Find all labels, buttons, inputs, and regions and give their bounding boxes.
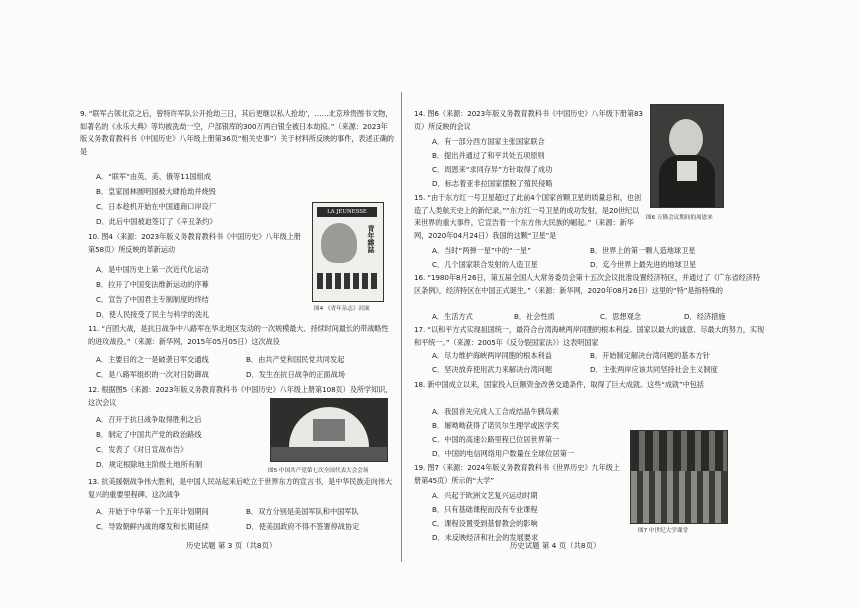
q15-option-d: D．迄今世界上最先进的地球卫星 xyxy=(590,260,697,269)
q19-option-b: B．只有基础课程而没有专业课程 xyxy=(432,505,538,514)
figure-6-caption: 图6 万隆会议期间的周恩来 xyxy=(646,215,713,221)
q14-option-c: C．周恩来“求同存异”方针取得了成功 xyxy=(432,165,553,174)
q10-option-b: B．拉开了中国变法维新运动的序幕 xyxy=(96,280,209,289)
q10-option-a: A．是中国历史上第一次近代化运动 xyxy=(96,265,209,274)
q17-option-a: A．尽力维护海峡两岸同胞的根本利益 xyxy=(432,351,552,360)
q18-option-d: D．中国的电信网络用户数量在全球位居第一 xyxy=(432,449,575,458)
question-12: 12. 根据图5（来源：2023年版义务教育教科书《中国历史》八年级上册第108页）及所学知识，这次会议 xyxy=(88,385,393,407)
question-17: 17. “以和平方式实现祖国统一，最符合台湾海峡两岸同胞的根本利益。国家以最大的诚意、尽最大的努力，实现和平统一。”（来源：2005年《反分裂国家法》）这表明国家 xyxy=(414,325,765,347)
crowd-top xyxy=(631,431,727,471)
q9-option-b: B．皇家园林圆明园被大肆抢劫并烧毁 xyxy=(96,187,216,196)
q12-option-d: D．规定根除地主阶级土地所有制 xyxy=(96,460,203,469)
question-15: 15. “由于东方红一号卫星超过了此前4个国家首颗卫星的质量总和，也创造了人类航天史上的新纪录。”“东方红一号卫星的成功发射，是20世纪以来世界的重大事件，它宣告着一个东方伟大民族的崛起。”（来源：新华网，2020年04月24日）我国的这颗“卫星”是 xyxy=(414,193,641,240)
question-10: 10. 图4（来源：2023年版义务教育教科书《中国历史》八年级上册第58页）所反映的革新运动 xyxy=(88,232,301,254)
question-11: 11. “百团大战，是抗日战争中八路军在华北地区发动的一次规模最大、持续时间最长的带战略性的进攻战役。”（来源：新华网，2015年05月05日）这次战役 xyxy=(88,324,389,346)
audience-seats xyxy=(271,447,387,461)
q13-option-b: B．双方分别是美国军队和中国军队 xyxy=(246,507,359,516)
q11-option-d: D．发生在抗日战争的正面战场 xyxy=(246,370,345,379)
q17-option-d: D．主张两岸应该共同坚持社会主义制度 xyxy=(590,365,718,374)
question-13: 13. 抗美援朝战争伟大胜利，是中国人民站起来后屹立于世界东方的宣言书，是中华民族走向伟大复兴的重要里程碑。这次战争 xyxy=(88,477,392,499)
q17-option-b: B．开始制定解决台湾问题的基本方针 xyxy=(590,351,710,360)
crowd-bottom xyxy=(631,471,727,523)
page-divider xyxy=(401,92,402,562)
question-19: 19. 图7（来源：2024年版义务教育教科书《世界历史》九年级上册第45页）所示的“大学” xyxy=(414,463,620,485)
q15-option-a: A．当时“两弹一星”中的“一星” xyxy=(432,246,531,255)
q14-option-b: B．提出并通过了和平共处五项原则 xyxy=(432,151,545,160)
figure-4-side-title: 青年雜誌 xyxy=(367,225,375,253)
q9-option-a: A．“联军”由英、美、俄等11国组成 xyxy=(96,172,211,181)
q13-option-d: D．使美国政府不得不签署停战协定 xyxy=(246,522,360,531)
cover-pattern xyxy=(317,273,377,289)
q13-option-c: C．导致朝鲜内战的爆发和长期延续 xyxy=(96,522,209,531)
portraits xyxy=(313,419,345,441)
q15-option-b: B．世界上的第一颗人造地球卫星 xyxy=(590,246,696,255)
right-page-footer: 历史试题 第 4 页（共8页） xyxy=(510,541,601,550)
q19-option-d: D．未反映经济和社会的发展要求 xyxy=(432,533,539,542)
question-16: 16. “1980年8月26日，第五届全国人大常务委员会第十五次会议批准设置经济特区，并通过了《广东省经济特区条例》，经济特区在中国正式诞生。”（来源：新华网，2020年08月26日）这里的“特”是指特殊的 xyxy=(414,273,760,295)
q11-option-a: A．主要目的之一是破袭日军交通线 xyxy=(96,355,209,364)
q17-option-c: C．坚决放弃使用武力来解决台湾问题 xyxy=(432,365,553,374)
figure-4-magazine-cover xyxy=(312,202,384,302)
figure-5-meeting-hall xyxy=(270,398,388,462)
question-14: 14. 图6（来源：2023年版义务教育教科书《中国历史》八年级下册第83页）所反映的会议 xyxy=(414,109,643,131)
q18-option-a: A．我国首先完成人工合成结晶牛胰岛素 xyxy=(432,407,560,416)
q12-option-b: B．制定了中国共产党的政治路线 xyxy=(96,430,202,439)
q9-option-d: D．此后中国被迫签订了《辛丑条约》 xyxy=(96,217,217,226)
q10-option-c: C．宣告了中国君主专制制度的终结 xyxy=(96,295,209,304)
q13-option-a: A．开始于中华第一个五年计划期间 xyxy=(96,507,209,516)
q16-option-c: C．思想观念 xyxy=(600,312,641,321)
person-face xyxy=(669,119,703,159)
figure-7-caption: 图7 中世纪大学课堂 xyxy=(638,528,689,534)
q10-option-d: D．使人民接受了民主与科学的洗礼 xyxy=(96,310,210,319)
figure-4-title: LA JEUNESSE xyxy=(317,207,377,217)
q19-option-a: A．兴起于欧洲文艺复兴运动时期 xyxy=(432,491,538,500)
q12-option-a: A．召开于抗日战争取得胜利之后 xyxy=(96,415,202,424)
shirt xyxy=(677,161,697,181)
q18-option-c: C．中国的高速公路里程已位居世界第一 xyxy=(432,435,560,444)
question-9: 9. “联军占领北京之后，曾特许军队公开抢劫三日，其后更继以私人抢劫’，……北京珍贵图书文物，如著名的《永乐大典》等均被洗劫一空，户部银库的300万两白银全被日本劫掠。”（来源：2023年版义务教育教科书《中国历史》八年级上册第36页“相关史事”）关于材料所反映的事件，表述正确的是 xyxy=(80,109,394,156)
figure-4-caption: 图4 《青年杂志》封面 xyxy=(314,306,370,312)
q15-option-c: C．几个国家联合发射的人造卫星 xyxy=(432,260,538,269)
q14-option-a: A．有一部分西方国家主张国家联合 xyxy=(432,137,545,146)
question-18: 18. 新中国成立以来，国家投入巨额资金改善交通条件，取得了巨大成就。这些“成就”中包括 xyxy=(414,380,704,389)
q9-option-c: C．日本趁机开始在中国通商口岸设厂 xyxy=(96,202,217,211)
q11-option-c: C．是八路军组织的一次对日防御战 xyxy=(96,370,209,379)
left-page-footer: 历史试题 第 3 页（共8页） xyxy=(186,541,277,550)
figure-7-classroom xyxy=(630,430,728,524)
q16-option-a: A．生活方式 xyxy=(432,312,473,321)
q19-option-c: C．课程设置受到基督教会的影响 xyxy=(432,519,538,528)
figure-6-photo xyxy=(650,104,724,208)
portrait-image xyxy=(321,223,357,263)
q16-option-b: B．社会性质 xyxy=(514,312,555,321)
q18-option-b: B．屠呦呦获得了诺贝尔生理学或医学奖 xyxy=(432,421,560,430)
figure-5-caption: 图5 中国共产党第七次全国代表大会会场 xyxy=(268,468,369,474)
q16-option-d: D．经济措施 xyxy=(684,312,726,321)
q11-option-b: B．由共产党和国民党共同发起 xyxy=(246,355,345,364)
q12-option-c: C．发表了《对日宣战布告》 xyxy=(96,445,188,454)
q14-option-d: D．标志着亚非拉国家摆脱了殖民侵略 xyxy=(432,179,553,188)
